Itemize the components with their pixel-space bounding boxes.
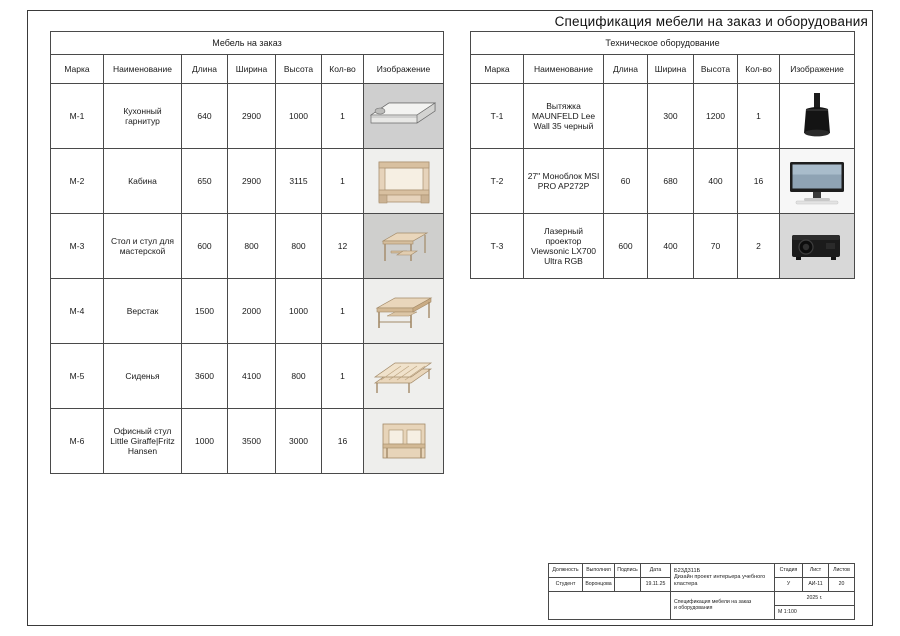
cell-height: 1000 xyxy=(276,279,322,344)
cell-mark: Т-2 xyxy=(471,149,524,214)
cell-name: Офисный стул Little Giraffe|Fritz Hansen xyxy=(104,409,182,474)
cell-length: 650 xyxy=(182,149,228,214)
cell-length: 600 xyxy=(604,214,648,279)
all-in-one-pc-image xyxy=(780,149,854,213)
cell-name: Вытяжка MAUNFELD Lee Wall 35 черный xyxy=(524,84,604,149)
cell-length: 60 xyxy=(604,149,648,214)
equipment-specification-table xyxy=(470,31,855,279)
cell-image xyxy=(364,149,444,214)
table-row xyxy=(51,409,444,474)
cell-mark: М-3 xyxy=(51,214,104,279)
cell-mark: М-1 xyxy=(51,84,104,149)
stamp-sheet-title-line2: и оборудования xyxy=(674,604,713,611)
cell-length xyxy=(604,84,648,149)
cell-height: 800 xyxy=(276,344,322,409)
table-row xyxy=(51,149,444,214)
office-chair-image xyxy=(364,409,443,473)
stamp-year: 2025 г. xyxy=(775,592,855,606)
right-table-caption: Техническое оборудование xyxy=(471,32,855,55)
title-block-name-row xyxy=(549,592,855,606)
table-row xyxy=(471,149,855,214)
stamp-project: Дизайн проект интерьера учебного кластера xyxy=(674,574,766,587)
cell-height: 3000 xyxy=(276,409,322,474)
cell-width: 400 xyxy=(648,214,694,279)
cell-quantity: 2 xyxy=(738,214,780,279)
stamp-header-role: Должность xyxy=(549,564,583,578)
kitchen-unit-image xyxy=(364,84,443,148)
title-block-header-row xyxy=(549,564,855,578)
cell-quantity: 12 xyxy=(322,214,364,279)
stamp-stage-value: У xyxy=(775,578,803,592)
cell-width: 4100 xyxy=(228,344,276,409)
cell-name: 27" Моноблок MSI PRO AP272P xyxy=(524,149,604,214)
workbench-image xyxy=(364,279,443,343)
cell-height: 1000 xyxy=(276,84,322,149)
cell-name: Верстак xyxy=(104,279,182,344)
column-header-image: Изображение xyxy=(780,55,855,84)
table-row xyxy=(51,214,444,279)
cell-length: 640 xyxy=(182,84,228,149)
cell-width: 800 xyxy=(228,214,276,279)
stamp-header-date: Дата xyxy=(641,564,671,578)
column-header-width: Ширина xyxy=(228,55,276,84)
stamp-code-project xyxy=(671,564,775,592)
table-header-row xyxy=(51,55,444,84)
column-header-length: Длина xyxy=(182,55,228,84)
cell-image xyxy=(780,214,855,279)
cell-length: 1500 xyxy=(182,279,228,344)
cell-image xyxy=(364,344,444,409)
stamp-header-stage: Стадия xyxy=(775,564,803,578)
cell-quantity: 1 xyxy=(322,84,364,149)
cell-height: 400 xyxy=(694,149,738,214)
cell-length: 3600 xyxy=(182,344,228,409)
cell-width: 2000 xyxy=(228,279,276,344)
table-row xyxy=(51,344,444,409)
cell-mark: М-4 xyxy=(51,279,104,344)
cell-width: 2900 xyxy=(228,84,276,149)
cell-height: 1200 xyxy=(694,84,738,149)
stamp-sheets-value: 20 xyxy=(829,578,855,592)
projector-image xyxy=(780,214,854,278)
column-header-name: Наименование xyxy=(524,55,604,84)
column-header-name: Наименование xyxy=(104,55,182,84)
column-header-height: Высота xyxy=(276,55,322,84)
cell-image xyxy=(364,279,444,344)
cell-quantity: 1 xyxy=(322,344,364,409)
stamp-code: Б23Д311Б xyxy=(674,567,701,574)
cell-image xyxy=(364,214,444,279)
stamp-sheet-title xyxy=(671,592,775,620)
seating-image xyxy=(364,344,443,408)
cell-image xyxy=(364,84,444,149)
column-header-mark: Марка xyxy=(51,55,104,84)
cell-mark: Т-3 xyxy=(471,214,524,279)
stamp-header-sheets: Листов xyxy=(829,564,855,578)
cell-quantity: 1 xyxy=(322,149,364,214)
cell-quantity: 1 xyxy=(738,84,780,149)
cell-name: Кухонный гарнитур xyxy=(104,84,182,149)
cell-height: 70 xyxy=(694,214,738,279)
stamp-sheet-value: АИ-11 xyxy=(803,578,829,592)
range-hood-image xyxy=(780,84,854,148)
cell-width: 2900 xyxy=(228,149,276,214)
cell-length: 600 xyxy=(182,214,228,279)
stamp-scale: М 1:100 xyxy=(775,606,855,620)
column-header-image: Изображение xyxy=(364,55,444,84)
cell-mark: М-6 xyxy=(51,409,104,474)
table-caption-row xyxy=(51,32,444,55)
table-header-row xyxy=(471,55,855,84)
cell-mark: М-5 xyxy=(51,344,104,409)
table-row xyxy=(51,279,444,344)
stamp-sheet-title-line1: Спецификация мебели на заказ xyxy=(674,598,752,605)
furniture-specification-table xyxy=(50,31,444,474)
stamp-header-signature: Подпись xyxy=(615,564,641,578)
column-header-quantity: Кол-во xyxy=(322,55,364,84)
column-header-quantity: Кол-во xyxy=(738,55,780,84)
column-header-length: Длина xyxy=(604,55,648,84)
left-table-caption: Мебель на заказ xyxy=(51,32,444,55)
cell-width: 300 xyxy=(648,84,694,149)
table-row xyxy=(471,84,855,149)
stamp-header-performer: Выполнил xyxy=(583,564,615,578)
cell-quantity: 16 xyxy=(738,149,780,214)
table-caption-row xyxy=(471,32,855,55)
stamp-performer-value: Воронцова xyxy=(583,578,615,592)
column-header-width: Ширина xyxy=(648,55,694,84)
cell-height: 800 xyxy=(276,214,322,279)
cell-mark: М-2 xyxy=(51,149,104,214)
cabin-image xyxy=(364,149,443,213)
table-row xyxy=(471,214,855,279)
cell-length: 1000 xyxy=(182,409,228,474)
column-header-height: Высота xyxy=(694,55,738,84)
cell-name: Стол и стул для мастерской xyxy=(104,214,182,279)
cell-mark: Т-1 xyxy=(471,84,524,149)
column-header-mark: Марка xyxy=(471,55,524,84)
cell-quantity: 16 xyxy=(322,409,364,474)
cell-image xyxy=(364,409,444,474)
stamp-blank-cell xyxy=(549,592,671,620)
cell-name: Лазерный проектор Viewsonic LX700 Ultra RGB xyxy=(524,214,604,279)
cell-image xyxy=(780,84,855,149)
stamp-date-value: 19.11.25 xyxy=(641,578,671,592)
cell-height: 3115 xyxy=(276,149,322,214)
cell-width: 680 xyxy=(648,149,694,214)
workshop-desk-image xyxy=(364,214,443,278)
stamp-signature-value xyxy=(615,578,641,592)
cell-name: Сиденья xyxy=(104,344,182,409)
title-block xyxy=(548,563,855,620)
table-row xyxy=(51,84,444,149)
cell-image xyxy=(780,149,855,214)
stamp-role-value: Студент xyxy=(549,578,583,592)
stamp-header-sheet: Лист xyxy=(803,564,829,578)
cell-quantity: 1 xyxy=(322,279,364,344)
cell-width: 3500 xyxy=(228,409,276,474)
cell-name: Кабина xyxy=(104,149,182,214)
document-title: Спецификация мебели на заказ и оборудования xyxy=(554,14,868,29)
